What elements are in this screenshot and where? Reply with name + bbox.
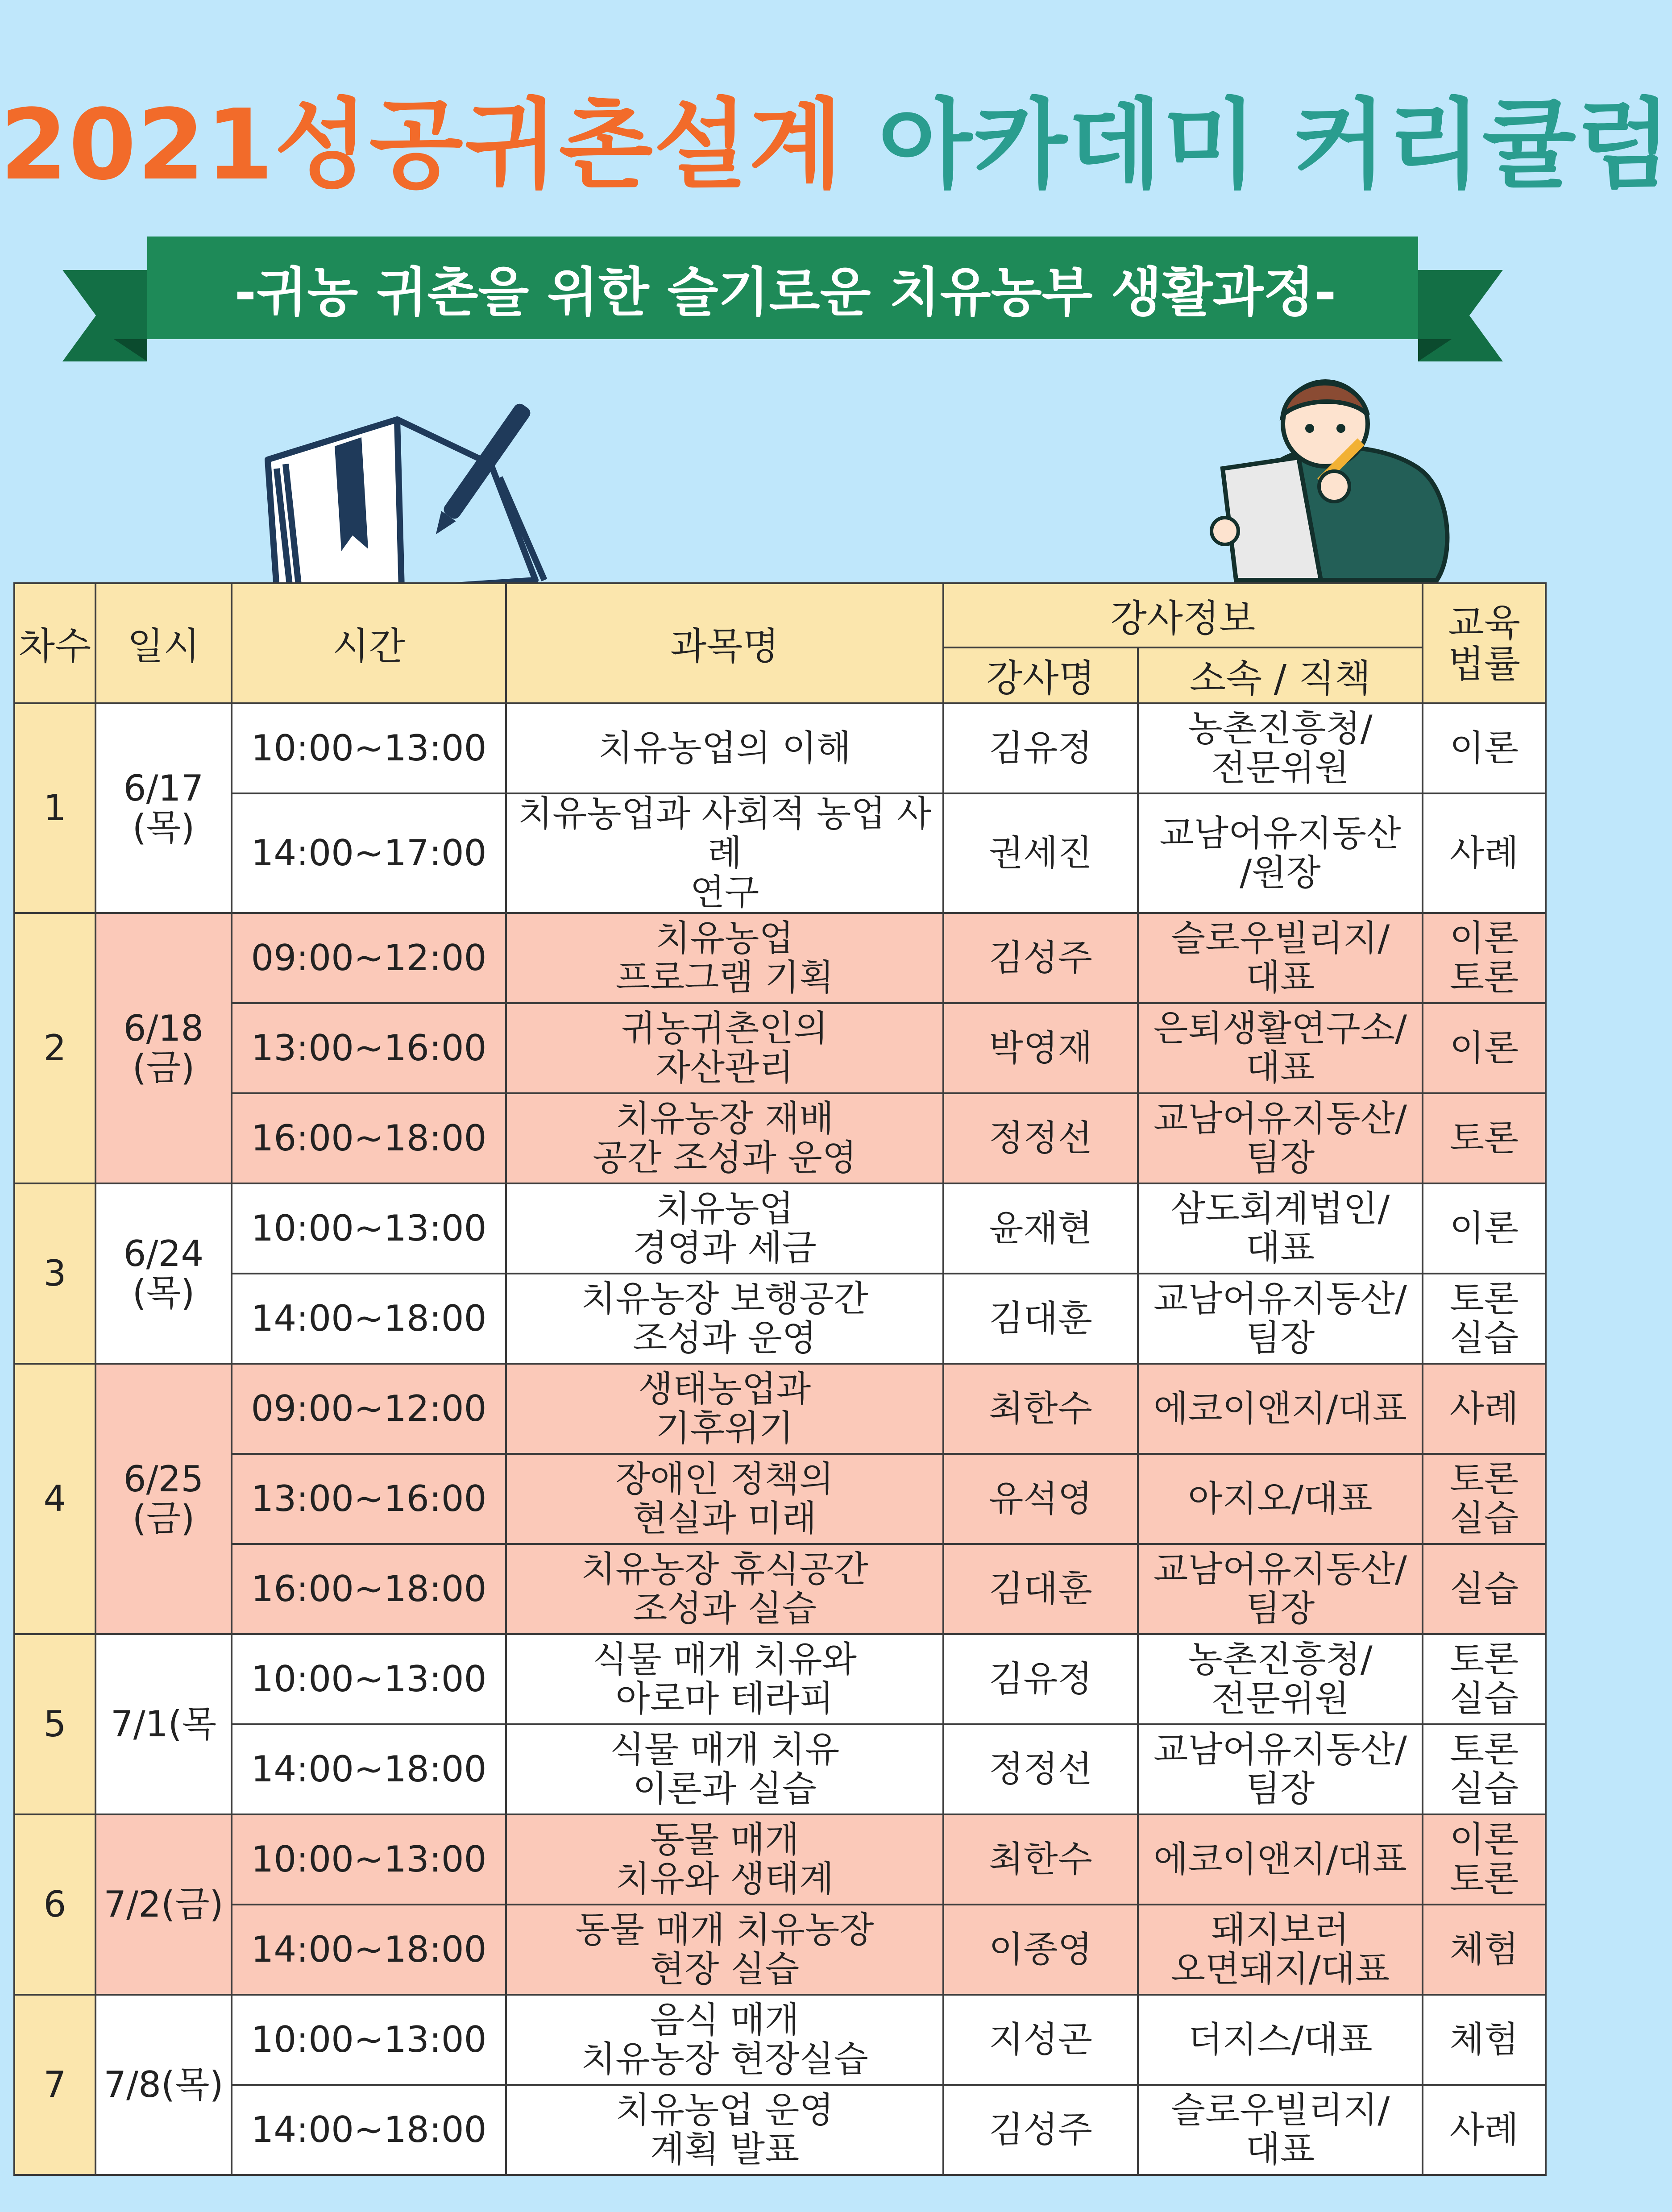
subject-cell: 식물 매개 치유 이론과 실습 (506, 1724, 943, 1814)
instructor-name-cell: 김성주 (943, 2085, 1138, 2175)
header-time: 시간 (232, 583, 506, 703)
header-affiliation: 소속 / 직책 (1138, 647, 1423, 703)
time-cell: 10:00~13:00 (232, 1183, 506, 1274)
affiliation-cell: 슬로우빌리지/ 대표 (1138, 2085, 1423, 2175)
session-date: 7/1(목 (95, 1634, 232, 1814)
affiliation-cell: 교남어유지동산/ 팀장 (1138, 1093, 1423, 1183)
affiliation-cell: 교남어유지동산/ 팀장 (1138, 1274, 1423, 1364)
session-number: 2 (14, 913, 95, 1183)
table-row (14, 1634, 1546, 1724)
time-cell: 14:00~18:00 (232, 1274, 506, 1364)
session-number: 4 (14, 1364, 95, 1634)
affiliation-cell: 교남어유지동산/ 팀장 (1138, 1544, 1423, 1634)
subject-cell: 치유농장 재배 공간 조성과 운영 (506, 1093, 943, 1183)
affiliation-cell: 더지스/대표 (1138, 1995, 1423, 2085)
time-cell: 13:00~16:00 (232, 1454, 506, 1544)
time-cell: 09:00~12:00 (232, 1364, 506, 1454)
session-date: 6/25 (금) (95, 1364, 232, 1634)
affiliation-cell: 삼도회계법인/ 대표 (1138, 1183, 1423, 1274)
session-date: 7/2(금) (95, 1814, 232, 1995)
time-cell: 10:00~13:00 (232, 1634, 506, 1724)
header-instructor-info: 강사정보 (943, 583, 1423, 647)
header-date: 일시 (95, 583, 232, 703)
header-method: 교육 법률 (1423, 583, 1546, 703)
method-cell: 토론 실습 (1423, 1454, 1546, 1544)
subject-cell: 음식 매개 치유농장 현장실습 (506, 1995, 943, 2085)
subject-cell: 치유농업 운영 계획 발표 (506, 2085, 943, 2175)
header-subject: 과목명 (506, 583, 943, 703)
time-cell: 09:00~12:00 (232, 913, 506, 1003)
table-row (14, 1454, 1546, 1544)
affiliation-cell: 농촌진흥청/ 전문위원 (1138, 703, 1423, 793)
instructor-name-cell: 유석영 (943, 1454, 1138, 1544)
instructor-name-cell: 정정선 (943, 1724, 1138, 1814)
subject-cell: 치유농장 보행공간 조성과 운영 (506, 1274, 943, 1364)
method-cell: 토론 (1423, 1093, 1546, 1183)
time-cell: 14:00~18:00 (232, 1905, 506, 1995)
table-row (14, 1544, 1546, 1634)
instructor-name-cell: 권세진 (943, 793, 1138, 913)
table-row (14, 1093, 1546, 1183)
subject-cell: 동물 매개 치유와 생태계 (506, 1814, 943, 1905)
header-instructor-name: 강사명 (943, 647, 1138, 703)
session-date: 6/24 (목) (95, 1183, 232, 1364)
title-orange-part: 2021성공귀촌설계 (0, 89, 844, 202)
subject-cell: 장애인 정책의 현실과 미래 (506, 1454, 943, 1544)
table-row (14, 1814, 1546, 1905)
session-date: 6/18 (금) (95, 913, 232, 1183)
header-session: 차수 (14, 583, 95, 703)
method-cell: 이론 토론 (1423, 1814, 1546, 1905)
affiliation-cell: 아지오/대표 (1138, 1454, 1423, 1544)
subject-cell: 치유농업과 사회적 농업 사례 연구 (506, 793, 943, 913)
time-cell: 13:00~16:00 (232, 1003, 506, 1093)
affiliation-cell: 농촌진흥청/ 전문위원 (1138, 1634, 1423, 1724)
table-row (14, 1905, 1546, 1995)
instructor-name-cell: 최한수 (943, 1814, 1138, 1905)
method-cell: 토론 실습 (1423, 1634, 1546, 1724)
method-cell: 사례 (1423, 2085, 1546, 2175)
affiliation-cell: 에코이앤지/대표 (1138, 1814, 1423, 1905)
person-reading-icon (1187, 366, 1455, 589)
table-row (14, 1995, 1546, 2085)
table-row (14, 913, 1546, 1003)
curriculum-table (13, 582, 1547, 2176)
subject-cell: 치유농업의 이해 (506, 703, 943, 793)
table-header-row (14, 583, 1546, 647)
subject-cell: 치유농업 프로그램 기획 (506, 913, 943, 1003)
affiliation-cell: 돼지보러 오면돼지/대표 (1138, 1905, 1423, 1995)
book-pen-icon (250, 402, 553, 589)
table-row (14, 1274, 1546, 1364)
session-date: 7/8(목) (95, 1995, 232, 2175)
method-cell: 토론 실습 (1423, 1274, 1546, 1364)
time-cell: 10:00~13:00 (232, 703, 506, 793)
subject-cell: 생태농업과 기후위기 (506, 1364, 943, 1454)
session-number: 5 (14, 1634, 95, 1814)
table-row (14, 1003, 1546, 1093)
method-cell: 체험 (1423, 1995, 1546, 2085)
time-cell: 10:00~13:00 (232, 1995, 506, 2085)
time-cell: 14:00~18:00 (232, 1724, 506, 1814)
session-number: 1 (14, 703, 95, 913)
instructor-name-cell: 지성곤 (943, 1995, 1138, 2085)
instructor-name-cell: 김유정 (943, 1634, 1138, 1724)
method-cell: 실습 (1423, 1544, 1546, 1634)
table-row (14, 1364, 1546, 1454)
method-cell: 사례 (1423, 1364, 1546, 1454)
method-cell: 이론 (1423, 1183, 1546, 1274)
affiliation-cell: 에코이앤지/대표 (1138, 1364, 1423, 1454)
method-cell: 사례 (1423, 793, 1546, 913)
table-row (14, 1183, 1546, 1274)
instructor-name-cell: 이종영 (943, 1905, 1138, 1995)
time-cell: 16:00~18:00 (232, 1544, 506, 1634)
subject-cell: 동물 매개 치유농장 현장 실습 (506, 1905, 943, 1995)
subject-cell: 식물 매개 치유와 아로마 테라피 (506, 1634, 943, 1724)
method-cell: 이론 (1423, 703, 1546, 793)
session-number: 7 (14, 1995, 95, 2175)
page-title (0, 67, 1672, 207)
session-number: 6 (14, 1814, 95, 1995)
table-row (14, 703, 1546, 793)
instructor-name-cell: 김성주 (943, 913, 1138, 1003)
table-row (14, 2085, 1546, 2175)
subject-cell: 치유농업 경영과 세금 (506, 1183, 943, 1274)
instructor-name-cell: 윤재현 (943, 1183, 1138, 1274)
instructor-name-cell: 박영재 (943, 1003, 1138, 1093)
affiliation-cell: 은퇴생활연구소/ 대표 (1138, 1003, 1423, 1093)
method-cell: 이론 (1423, 1003, 1546, 1093)
session-date: 6/17 (목) (95, 703, 232, 913)
table-row (14, 793, 1546, 913)
subject-cell: 치유농장 휴식공간 조성과 실습 (506, 1544, 943, 1634)
session-number: 3 (14, 1183, 95, 1364)
affiliation-cell: 교남어유지동산/ 팀장 (1138, 1724, 1423, 1814)
method-cell: 이론 토론 (1423, 913, 1546, 1003)
table-row (14, 1724, 1546, 1814)
method-cell: 체험 (1423, 1905, 1546, 1995)
time-cell: 16:00~18:00 (232, 1093, 506, 1183)
instructor-name-cell: 김대훈 (943, 1274, 1138, 1364)
instructor-name-cell: 정정선 (943, 1093, 1138, 1183)
instructor-name-cell: 김대훈 (943, 1544, 1138, 1634)
instructor-name-cell: 최한수 (943, 1364, 1138, 1454)
subject-cell: 귀농귀촌인의 자산관리 (506, 1003, 943, 1093)
time-cell: 14:00~17:00 (232, 793, 506, 913)
affiliation-cell: 슬로우빌리지/ 대표 (1138, 913, 1423, 1003)
subtitle-banner-text: -귀농 귀촌을 위한 슬기로운 치유농부 생활과정- (234, 261, 1336, 323)
instructor-name-cell: 김유정 (943, 703, 1138, 793)
time-cell: 14:00~18:00 (232, 2085, 506, 2175)
method-cell: 토론 실습 (1423, 1724, 1546, 1814)
affiliation-cell: 교남어유지동산 /원장 (1138, 793, 1423, 913)
time-cell: 10:00~13:00 (232, 1814, 506, 1905)
title-teal-part: 아카데미 커리큘럼 (878, 89, 1672, 202)
